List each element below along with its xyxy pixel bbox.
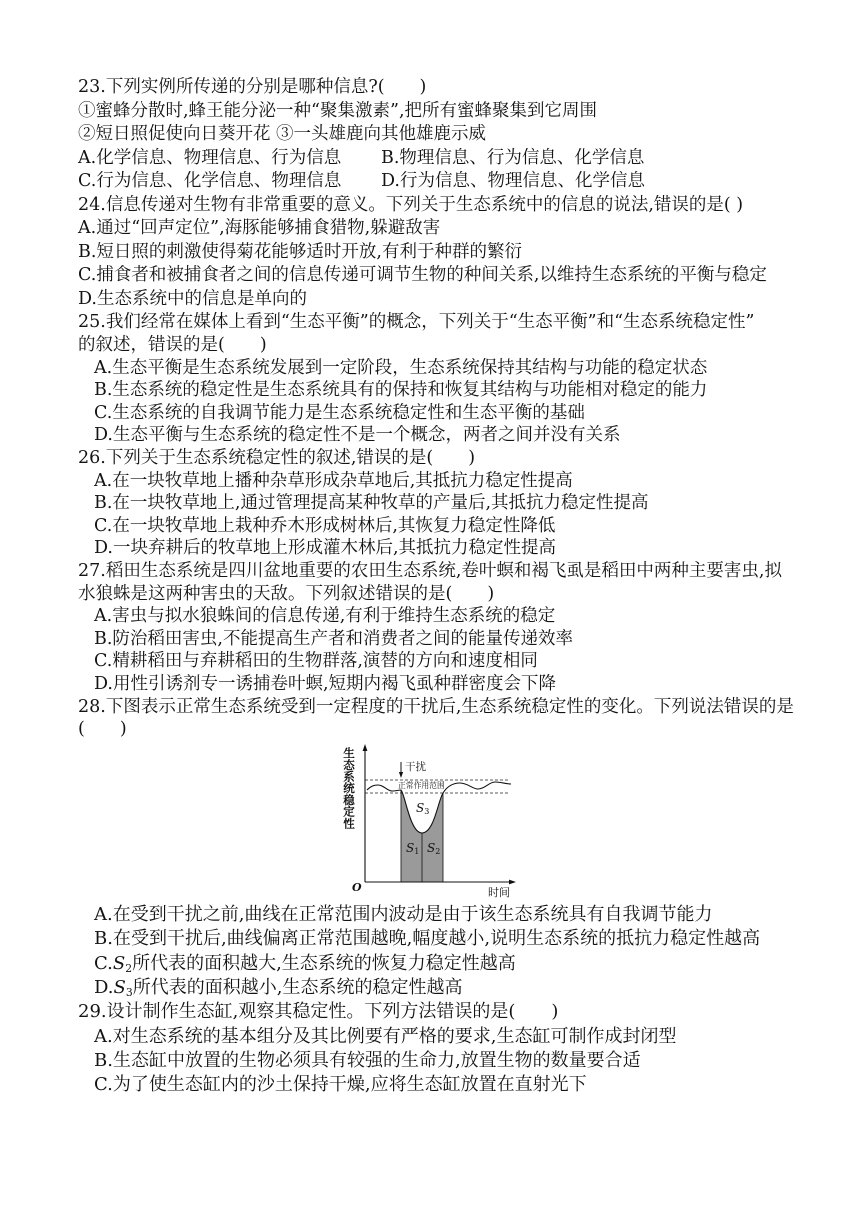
x-axis-label: 时间 (488, 885, 510, 899)
q29-option-a: A.对生态系统的基本组分及其比例要有严格的要求,生态缸可制作成封闭型 (94, 1025, 677, 1047)
disturbance-label: 干扰 (405, 760, 426, 773)
q28-option-b: B.在受到干扰后,曲线偏离正常范围越晚,幅度越小,说明生态系统的抵抗力稳定性越高 (94, 928, 761, 950)
question-29 (78, 1000, 860, 1098)
q25-option-b: B.生态系统的稳定性是生态系统具有的保持和恢复其结构与功能相对稳定的能力 (94, 380, 708, 401)
q23-option-a: A.化学信息、物理信息、行为信息 (78, 147, 342, 168)
q23-option-d: D.行为信息、物理信息、化学信息 (381, 171, 645, 192)
question-23 (78, 76, 860, 194)
q25-option-d: D.生态平衡与生态系统的稳定性不是一个概念，两者之间并没有关系 (94, 425, 621, 446)
area-label-s2-sub: 2 (435, 846, 441, 856)
q23-options-row-2 (78, 170, 860, 194)
q27-option-a: A.害虫与拟水狼蛛间的信息传递,有利于维持生态系统的稳定 (94, 606, 556, 627)
area-label-s1-letter: S (406, 840, 415, 855)
x-axis-arrow (509, 879, 516, 884)
q25-stem-line-2: 的叙述，错误的是( ) (78, 335, 267, 356)
q28-option-d (78, 976, 860, 1000)
q27-option-c: C.精耕稻田与弃耕稻田的生物群落,演替的方向和速度相同 (94, 651, 538, 672)
q28-stem-line-1: 28.下图表示正常生态系统受到一定程度的干扰后,生态系统稳定性的变化。下列说法错误的是 (78, 696, 794, 717)
q28-option-d-sub: 3 (125, 985, 133, 999)
q26-option-b: B.在一块牧草地上,通过管理提高某种牧草的产量后,其抵抗力稳定性提高 (94, 493, 649, 514)
area-label-s1-sub: 1 (414, 846, 420, 856)
q26-option-d: D.一块弃耕后的牧草地上形成灌木林后,其抵抗力稳定性提高 (94, 538, 557, 559)
q28-option-d-text: 所代表的面积越小,生态系统的稳定性越高 (132, 976, 463, 998)
question-24 (78, 194, 860, 312)
q27-stem-line-1: 27.稻田生态系统是四川盆地重要的农田生态系统,卷叶螟和褐飞虱是稻田中两种主要害虫,拟 (78, 561, 782, 581)
normal-range-label: 正常作用范围 (398, 781, 445, 791)
q27-option-d: D.用性引诱剂专一诱捕卷叶螟,短期内褐飞虱种群密度会下降 (94, 673, 557, 694)
q24-option-a: A.通过“回声定位”,海豚能够捕食猎物,躲避敌害 (78, 218, 441, 239)
q28-option-a: A.在受到干扰之前,曲线在正常范围内波动是由于该生态系统具有自我调节能力 (94, 903, 713, 925)
question-25 (78, 311, 860, 447)
disturbance-arrowhead (399, 772, 403, 778)
question-27 (78, 560, 860, 696)
area-label-s2 (427, 842, 440, 854)
question-26 (78, 447, 860, 560)
q29-stem: 29.设计制作生态缸,观察其稳定性。下列方法错误的是( ) (78, 1001, 559, 1023)
q23-option-c: C.行为信息、化学信息、物理信息 (78, 171, 342, 192)
q28-option-d-label: D. (94, 976, 114, 998)
q23-option-b: B.物理信息、行为信息、化学信息 (381, 147, 645, 168)
q29-option-b: B.生态缸中放置的生物必须具有较强的生命力,放置生物的数量要合适 (94, 1050, 641, 1072)
q24-option-d: D.生态系统中的信息是单向的 (78, 288, 307, 309)
q26-option-a: A.在一块牧草地上播种杂草形成杂草地后,其抵抗力稳定性提高 (94, 470, 573, 491)
q24-option-c: C.捕食者和被捕食者之间的信息传递可调节生物的种间关系,以维持生态系统的平衡与稳定 (78, 265, 767, 286)
q25-stem-line-1: 25.我们经常在媒体上看到“生态平衡”的概念，下列关于“生态平衡”和“生态系统稳定性” (78, 312, 755, 333)
q25-option-a: A.生态平衡是生态系统发展到一定阶段，生态系统保持其结构与功能的稳定状态 (94, 357, 708, 378)
q25-option-c: C.生态系统的自我调节能力是生态系统稳定性和生态平衡的基础 (94, 402, 585, 423)
q23-options-row-1 (78, 147, 860, 171)
question-28 (78, 696, 860, 1001)
origin-label: O (352, 880, 362, 894)
q26-option-c: C.在一块牧草地上栽种乔木形成树林后,其恢复力稳定性降低 (94, 515, 556, 536)
q28-option-c-label: C. (94, 952, 113, 974)
q24-option-b: B.短日照的刺激使得菊花能够适时开放,有利于种群的繁衍 (78, 241, 522, 262)
q29-option-c: C.为了使生态缸内的沙土保持干燥,应将生态缸放置在直射光下 (94, 1074, 587, 1096)
y-axis-label: 生态系统稳定性 (342, 746, 356, 829)
area-label-s3 (416, 802, 429, 814)
area-label-s3-sub: 3 (424, 806, 430, 816)
stability-graph (338, 741, 518, 903)
q23-stem: 23.下列实例所传递的分别是哪种信息?( ) (78, 77, 427, 97)
area-label-s1 (406, 842, 419, 854)
q24-stem: 24.信息传递对生物有非常重要的意义。下列关于生态系统中的信息的说法,错误的是( ) (78, 194, 744, 215)
area-label-s2-letter: S (427, 840, 436, 855)
stability-figure (338, 741, 518, 903)
q28-option-c (78, 952, 860, 976)
q27-option-b: B.防治稻田害虫,不能提高生产者和消费者之间的能量传递效率 (94, 628, 573, 649)
q28-option-c-sub: 2 (125, 961, 133, 975)
q28-option-c-text: 所代表的面积越大,生态系统的恢复力稳定性越高 (132, 952, 516, 974)
q23-item-2-3: ②短日照促使向日葵开花 ③一头雄鹿向其他雄鹿示威 (78, 124, 487, 145)
q23-item-1: ①蜜蜂分散时,蜂王能分泌一种“聚集激素”,把所有蜜蜂聚集到它周围 (78, 100, 598, 121)
q28-option-d-var: S (113, 976, 126, 998)
area-label-s3-letter: S (416, 800, 425, 815)
q28-stem-line-2: ( ) (78, 719, 127, 740)
q28-option-c-var: S (112, 952, 126, 974)
y-axis-arrow (363, 744, 368, 751)
q27-stem-line-2: 水狼蛛是这两种害虫的天敌。下列叙述错误的是( ) (78, 583, 495, 604)
q26-stem: 26.下列关于生态系统稳定性的叙述,错误的是( ) (78, 448, 476, 469)
